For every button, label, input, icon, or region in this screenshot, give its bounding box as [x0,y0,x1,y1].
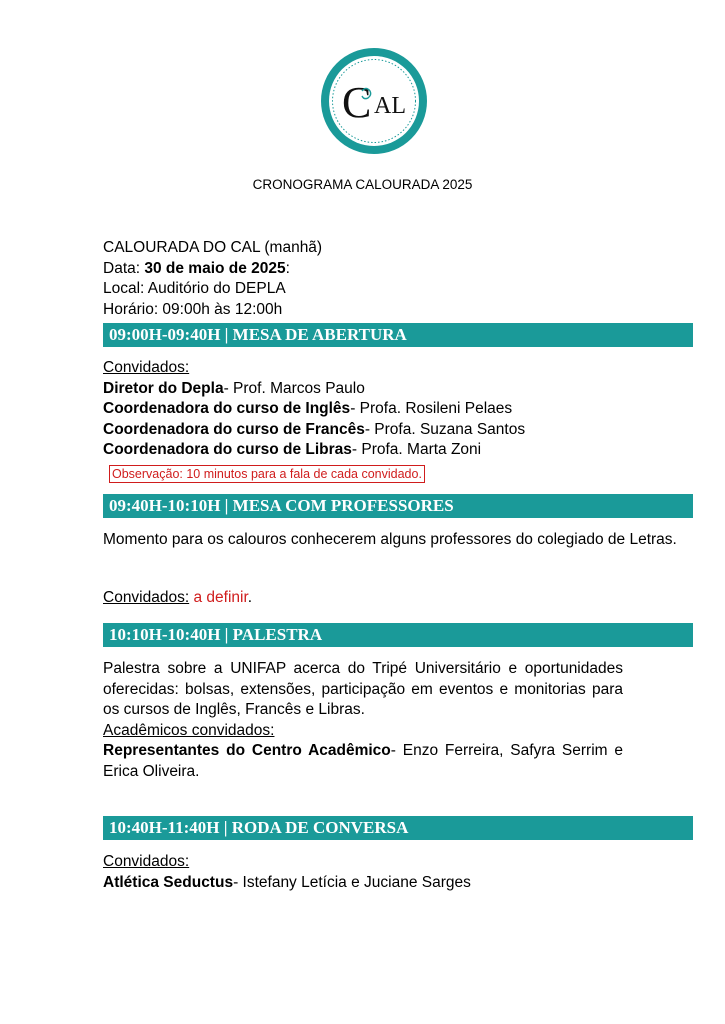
svg-text:AL: AL [374,93,406,119]
guest-line: Diretor do Depla- Prof. Marcos Paulo [103,379,365,397]
event-title: CALOURADA DO CAL (manhã) [103,239,323,256]
observation-note: Observação: 10 minutos para a fala de cada convidado. [109,465,425,483]
svg-text:C: C [342,78,372,127]
section-body-mesa-professores [103,530,683,551]
guests-label: Acadêmicos convidados: [103,721,275,739]
section-body-palestra [103,659,623,782]
section-description: Palestra sobre a UNIFAP acerca do Tripé Universitário e oportunidades oferecidas: bolsas, extensões, participação em eventos e monitorias para os cursos de Inglês, Francês e Libras. [103,660,623,718]
guest-line: Coordenadora do curso de Libras- Profa. Marta Zoni [103,441,482,458]
document-title: CRONOGRAMA CALOURADA 2025 [252,177,473,192]
event-location: Local: Auditório do DEPLA [103,280,286,297]
guest-line: Coordenadora do curso de Inglês- Profa. Rosileni Pelaes [103,400,513,417]
guests-label: Convidados: [103,853,190,870]
section-body-roda-conversa [103,852,663,893]
section-guests-mesa-professores [103,588,623,609]
event-time: Horário: 09:00h às 12:00h [103,300,283,318]
guest-line: Coordenadora do curso de Francês- Profa. Suzana Santos [103,420,526,438]
guests-label: Convidados: [103,359,190,376]
event-info [103,238,322,320]
section-header-mesa-abertura: 09:00H-09:40H | MESA DE ABERTURA [103,323,693,347]
guest-line: Atlética Seductus- Istefany Letícia e Juciane Sarges [103,873,471,891]
section-header-mesa-professores: 09:40H-10:10H | MESA COM PROFESSORES [103,494,693,518]
cal-logo [320,47,428,155]
guest-line: Representantes do Centro Acadêmico- Enzo Ferreira, Safyra Serrim e Erica Oliveira. [103,742,623,780]
section-body-mesa-abertura [103,358,663,461]
section-header-roda-conversa: 10:40H-11:40H | RODA DE CONVERSA [103,816,693,840]
guests-line: Convidados: a definir. [103,589,253,606]
section-description: Momento para os calouros conhecerem alguns professores do colegiado de Letras. [103,531,677,548]
section-header-palestra: 10:10H-10:40H | PALESTRA [103,623,693,647]
event-date: Data: 30 de maio de 2025: [103,259,290,277]
